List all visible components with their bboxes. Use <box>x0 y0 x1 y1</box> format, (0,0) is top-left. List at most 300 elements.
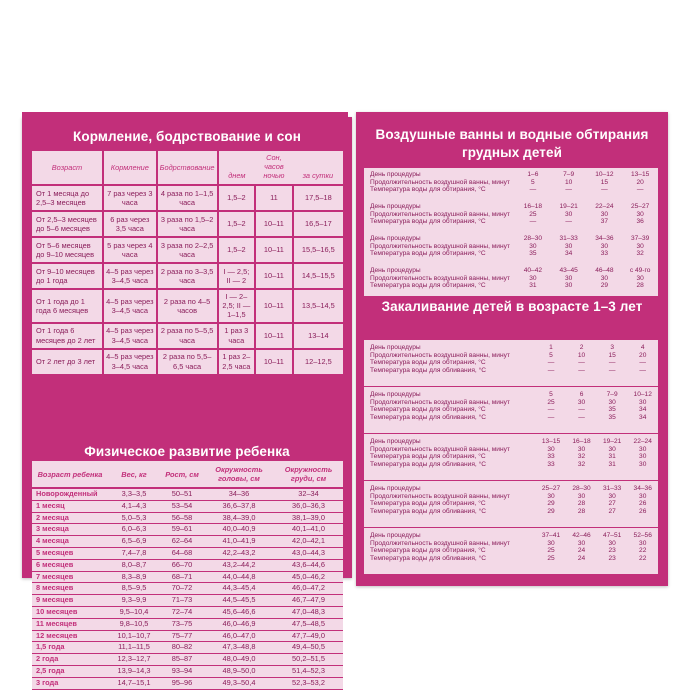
table-row <box>32 595 343 607</box>
cell-age: От 2 лет до 3 лет <box>32 349 103 374</box>
block-row-pour <box>364 508 658 516</box>
cell-height: 62–64 <box>160 536 204 548</box>
feeding-title: Кормление, бодрствование и сон <box>73 129 301 144</box>
block-value: 30 <box>639 453 647 461</box>
cell-age: 1,5 года <box>32 642 108 654</box>
block-label: Температура воды для обтирания, °С <box>370 359 486 367</box>
block-value: 40–42 <box>523 267 543 274</box>
cell-weight: 12,3–12,7 <box>108 654 160 666</box>
header-day: днем <box>228 171 246 180</box>
block-value: 10–12 <box>595 171 614 178</box>
block-value: 30 <box>564 282 573 290</box>
block-label: День процедуры <box>370 267 421 274</box>
block-value: 30 <box>577 398 586 406</box>
cell-height: 71–73 <box>160 595 204 607</box>
block-row-days <box>364 267 658 275</box>
block-row-temp <box>364 218 658 226</box>
cell-height: 72–74 <box>160 606 204 618</box>
block-value: 25–27 <box>541 485 561 492</box>
block-value: — <box>578 406 585 414</box>
cell-feeding: 4–5 раз через 3–4,5 часа <box>103 263 157 289</box>
cell-height: 64–68 <box>160 547 204 559</box>
cell-total: 14,5–15,5 <box>293 263 343 289</box>
cell-wake: 2 раза по 4–5 часов <box>157 289 218 323</box>
air-baths-title: Воздушные ванны и водные обтирания грудных детей <box>375 127 649 160</box>
block-value: 30 <box>600 274 609 282</box>
cell-feeding: 6 раз через 3,5 часа <box>103 211 157 237</box>
cell-weight: 8,5–9,5 <box>108 583 160 595</box>
block-value: 34–36 <box>595 235 614 242</box>
cell-weight: 14,7–15,1 <box>108 677 160 689</box>
block-value: 29 <box>547 500 555 508</box>
cell-wake: 3 раза по 1,5–2 часа <box>157 211 218 237</box>
header-wake: Бодрствование <box>157 151 218 185</box>
block-value: 24 <box>577 547 586 555</box>
block-value: 27 <box>608 507 616 515</box>
feeding-table <box>32 151 343 374</box>
cell-height: 75–77 <box>160 630 204 642</box>
cell-head: 46,0–46,9 <box>204 618 274 630</box>
block-value: 30 <box>547 539 555 547</box>
cell-age: 2 месяца <box>32 512 108 524</box>
block-value: 30 <box>547 492 555 500</box>
block-value: 32 <box>636 250 644 258</box>
cell-height: 53–54 <box>160 500 204 512</box>
block-row-days <box>364 438 658 446</box>
block-label: Температура воды для обтирания, °С <box>370 406 486 414</box>
cell-wake: 2 раза по 5–5,5 часа <box>157 323 218 349</box>
block-value: — <box>529 218 537 226</box>
block-value: 30 <box>639 398 647 406</box>
cell-feeding: 4–5 раз через 3–4,5 часа <box>103 323 157 349</box>
block-value: 28 <box>577 507 586 515</box>
table-row <box>32 524 343 536</box>
table-row <box>32 642 343 654</box>
block-value: 37 <box>600 218 609 226</box>
block-value: 19–21 <box>559 203 578 210</box>
cell-night: 10–11 <box>255 349 293 374</box>
cell-age: 10 месяцев <box>32 606 108 618</box>
block-value: 36 <box>636 218 644 226</box>
cell-age: От 5–6 месяцев до 9–10 месяцев <box>32 237 103 263</box>
block-label: День процедуры <box>370 203 421 210</box>
block-value: — <box>578 366 585 374</box>
block-value: 31–33 <box>559 235 578 242</box>
cell-total: 15,5–16,5 <box>293 237 343 263</box>
block-value: 15 <box>608 351 616 359</box>
table-row <box>32 559 343 571</box>
block-value: 26 <box>639 507 647 515</box>
block-value: 31–33 <box>602 485 622 492</box>
cell-total: 12–12,5 <box>305 357 332 366</box>
block-label: День процедуры <box>370 532 421 539</box>
block-value: 30 <box>608 398 616 406</box>
block-value: 5 <box>549 391 553 398</box>
block-value: 29 <box>600 282 609 290</box>
block-row-days <box>364 391 658 399</box>
block-value: — <box>636 186 644 194</box>
block-value: — <box>608 366 616 374</box>
cell-chest: 45,0–46,2 <box>274 571 343 583</box>
cell-height: 50–51 <box>160 488 204 500</box>
cell-age: 3 месяца <box>32 524 108 536</box>
cell-age: 1 месяц <box>32 500 108 512</box>
table-row <box>32 665 343 677</box>
block-value: 29 <box>547 507 555 515</box>
table-row <box>32 571 343 583</box>
table-row <box>32 583 343 595</box>
cell-weight: 9,3–9,9 <box>108 595 160 607</box>
cell-feeding: 4–5 раз через 3–4,5 часа <box>103 349 157 374</box>
block-value: 30 <box>564 242 573 250</box>
block-value: 34 <box>564 250 573 258</box>
cell-day: 1,5–2 <box>218 211 256 237</box>
block-label: Температура воды для обливания, °С <box>370 413 486 421</box>
header-feeding: Кормление <box>103 151 157 185</box>
air-bath-block <box>364 264 658 298</box>
cell-head: 48,0–49,0 <box>204 654 274 666</box>
cell-age: 6 месяцев <box>32 559 108 571</box>
cell-chest: 52,3–53,2 <box>274 677 343 689</box>
block-row-temp <box>364 186 658 194</box>
block-value: 35 <box>608 413 616 421</box>
cell-wake: 2 раза по 3–3,5 часа <box>157 263 218 289</box>
block-value: 5 <box>531 178 535 186</box>
cell-height: 59–61 <box>160 524 204 536</box>
air-bath-block <box>364 232 658 266</box>
cell-chest: 40,1–41,0 <box>274 524 343 536</box>
block-value: 30 <box>547 445 555 453</box>
block-row-wipe <box>364 359 658 367</box>
block-row-pour <box>364 461 658 469</box>
block-value: 25 <box>547 547 555 555</box>
block-label: Температура воды для обтирания, °С <box>370 250 486 258</box>
cell-age: 12 месяцев <box>32 630 108 642</box>
block-label: Продолжительность воздушной ванны, минут <box>370 242 510 250</box>
header-total: за сутки <box>302 171 334 180</box>
block-value: 7–9 <box>606 391 618 398</box>
block-label: Продолжительность воздушной ванны, минут <box>370 178 510 186</box>
cell-age: 2,5 года <box>32 665 108 677</box>
hardening-block <box>364 387 658 435</box>
block-value: 30 <box>608 492 616 500</box>
block-value: 31 <box>529 282 537 290</box>
cell-weight: 8,3–8,9 <box>108 571 160 583</box>
table-row <box>32 500 343 512</box>
block-label: Температура воды для обливания, °С <box>370 507 486 515</box>
cell-head: 43,2–44,2 <box>204 559 274 571</box>
cell-head: 45,6–46,6 <box>204 606 274 618</box>
block-value: 47–51 <box>602 532 622 539</box>
block-value: 25 <box>547 554 555 562</box>
hardening-block <box>364 340 658 388</box>
cell-chest: 36,0–36,3 <box>274 500 343 512</box>
cell-night: 10–11 <box>255 237 293 263</box>
block-row-wipe <box>364 500 658 508</box>
block-value: 37–41 <box>541 532 561 539</box>
block-label: Продолжительность воздушной ванны, минут <box>370 351 510 359</box>
cell-chest: 51,4–52,3 <box>274 665 343 677</box>
block-value: 25 <box>529 210 537 218</box>
cell-height: 80–82 <box>160 642 204 654</box>
block-value: 10–12 <box>633 391 652 398</box>
block-label: Продолжительность воздушной ванны, минут <box>370 445 510 453</box>
block-value: 4 <box>640 344 645 351</box>
block-value: 30 <box>529 274 537 282</box>
block-value: 35 <box>608 406 616 414</box>
block-value: 31 <box>608 460 616 468</box>
block-value: — <box>547 413 555 421</box>
block-value: 32 <box>577 453 586 461</box>
block-value: 24 <box>577 554 586 562</box>
block-row-wipe <box>364 547 658 555</box>
block-value: 3 <box>610 344 614 351</box>
table-row <box>32 512 343 524</box>
cell-age: 9 месяцев <box>32 595 108 607</box>
cell-age: 4 месяца <box>32 536 108 548</box>
cell-height: 95–96 <box>160 677 204 689</box>
block-label: День процедуры <box>370 344 421 351</box>
block-row-wipe <box>364 453 658 461</box>
cell-total: 13,5–14,5 <box>293 289 343 323</box>
cell-weight: 8,0–8,7 <box>108 559 160 571</box>
cell-chest: 46,0–47,2 <box>274 583 343 595</box>
hardening-block <box>364 528 658 576</box>
block-label: День процедуры <box>370 235 421 242</box>
block-value: — <box>639 359 647 367</box>
header-sleep-group: Сон, часов ночью <box>263 153 285 180</box>
block-value: с 49-го <box>629 267 651 274</box>
feeding-header-row <box>32 151 343 182</box>
block-label: Температура воды для обливания, °С <box>370 460 486 468</box>
block-label: Температура воды для обтирания, °С <box>370 547 486 555</box>
cell-night: 10–11 <box>255 323 293 349</box>
block-label: Продолжительность воздушной ванны, минут <box>370 398 510 406</box>
block-label: День процедуры <box>370 438 421 445</box>
block-row-pour <box>364 555 658 563</box>
block-value: 20 <box>639 351 647 359</box>
cell-head: 44,5–45,5 <box>204 595 274 607</box>
cell-head: 36,6–37,8 <box>204 500 274 512</box>
cell-day: 1,5–2 <box>218 185 256 211</box>
block-value: — <box>565 218 572 226</box>
cell-weight: 9,8–10,5 <box>108 618 160 630</box>
cell-chest: 47,5–48,5 <box>274 618 343 630</box>
cell-age: От 1 года до 1 года 6 месяцев <box>32 289 103 323</box>
block-value: 37–39 <box>630 235 650 242</box>
cell-wake: 4 раза по 1–1,5 часа <box>157 185 218 211</box>
table-row <box>32 289 343 323</box>
table-row <box>32 654 343 666</box>
table-row <box>32 618 343 630</box>
cell-chest: 38,1–39,0 <box>274 512 343 524</box>
block-label: День процедуры <box>370 485 421 492</box>
right-page <box>356 112 668 586</box>
cell-chest: 46,7–47,9 <box>274 595 343 607</box>
cell-feeding: 5 раз через 4 часа <box>103 237 157 263</box>
cell-head: 38,4–39,0 <box>204 512 274 524</box>
block-value: 30 <box>564 274 573 282</box>
cell-head: 47,3–48,8 <box>204 642 274 654</box>
block-value: 13–15 <box>630 171 650 178</box>
left-page <box>22 117 352 687</box>
block-value: 46–48 <box>595 267 614 274</box>
block-row-days <box>364 203 658 211</box>
block-value: 30 <box>600 242 609 250</box>
block-value: 16–18 <box>523 203 543 210</box>
block-value: — <box>547 366 555 374</box>
cell-day: 1,5–2 <box>218 237 256 263</box>
block-value: 23 <box>608 547 616 555</box>
cell-chest: 50,2–51,5 <box>274 654 343 666</box>
table-row <box>32 606 343 618</box>
block-value: 6 <box>579 391 584 398</box>
block-value: — <box>547 406 555 414</box>
block-label: Продолжительность воздушной ванны, минут <box>370 210 510 218</box>
cell-chest: 42,0–42,1 <box>274 536 343 548</box>
block-value: 30 <box>577 539 586 547</box>
block-value: 22–24 <box>633 438 652 445</box>
block-value: 32 <box>577 460 586 468</box>
cell-age: От 2,5–3 месяцев до 5–6 месяцев <box>32 211 103 237</box>
block-value: 34 <box>639 406 647 414</box>
cell-weight: 13,9–14,3 <box>108 665 160 677</box>
block-value: 20 <box>636 178 644 186</box>
block-value: 30 <box>639 460 647 468</box>
cell-height: 85–87 <box>160 654 204 666</box>
cell-chest: 32–34 <box>274 488 343 500</box>
block-value: 35 <box>529 250 537 258</box>
cell-wake: 2 раза по 5,5–6,5 часа <box>157 349 218 374</box>
cell-age: 2 года <box>32 654 108 666</box>
table-row <box>32 323 343 349</box>
table-row <box>32 349 343 374</box>
block-label: Температура воды для обливания, °С <box>370 366 486 374</box>
table-row <box>32 630 343 642</box>
block-value: 33 <box>547 460 555 468</box>
block-value: 30 <box>600 210 609 218</box>
block-value: 34–36 <box>633 485 652 492</box>
header-dev-age: Возраст ребенка <box>32 461 108 488</box>
header-age: Возраст <box>32 151 103 185</box>
block-value: 28 <box>636 282 644 290</box>
block-value: 5 <box>549 351 553 359</box>
header-chest: Окружность груди, см <box>274 461 343 488</box>
block-label: Продолжительность воздушной ванны, минут <box>370 274 510 282</box>
cell-weight: 4,1–4,3 <box>108 500 160 512</box>
cell-weight: 7,4–7,8 <box>108 547 160 559</box>
block-label: Продолжительность воздушной ванны, минут <box>370 539 510 547</box>
cell-head: 42,2–43,2 <box>204 547 274 559</box>
cell-head: 48,9–50,0 <box>204 665 274 677</box>
cell-weight: 6,0–6,3 <box>108 524 160 536</box>
block-value: 19–21 <box>602 438 622 445</box>
cell-feeding: 4–5 раз через 3–4,5 часа <box>103 289 157 323</box>
block-value: — <box>578 359 585 367</box>
block-value: — <box>529 186 537 194</box>
cell-height: 66–70 <box>160 559 204 571</box>
block-value: 30 <box>577 492 586 500</box>
cell-night: 10–11 <box>255 211 293 237</box>
block-value: 33 <box>600 250 609 258</box>
block-label: Температура воды для обливания, °С <box>370 554 486 562</box>
block-label: День процедуры <box>370 391 421 398</box>
block-value: 7–9 <box>563 171 575 178</box>
block-value: — <box>565 186 572 194</box>
block-value: 22 <box>639 547 647 555</box>
cell-age: От 1 года 6 месяцев до 2 лет <box>32 323 103 349</box>
hardening-block <box>364 434 658 482</box>
block-value: 10 <box>564 178 573 186</box>
block-value: 30 <box>564 210 573 218</box>
cell-night: 10–11 <box>255 289 293 323</box>
cell-feeding: 7 раз через 3 часа <box>103 185 157 211</box>
header-weight: Вес, кг <box>108 461 160 488</box>
block-label: Температура воды для обтирания, °С <box>370 282 486 290</box>
block-row-days <box>364 171 658 179</box>
block-value: 13–15 <box>541 438 561 445</box>
header-height: Рост, см <box>160 461 204 488</box>
table-row <box>32 237 343 263</box>
cell-age: 5 месяцев <box>32 547 108 559</box>
block-value: 52–56 <box>633 532 652 539</box>
cell-weight: 11,1–11,5 <box>108 642 160 654</box>
cell-age: От 1 месяца до 2,5–3 месяцев <box>32 185 103 211</box>
cell-height: 73–75 <box>160 618 204 630</box>
cell-head: 46,0–47,0 <box>204 630 274 642</box>
cell-day: 1 раз 2–2,5 часа <box>218 349 256 374</box>
cell-height: 56–58 <box>160 512 204 524</box>
block-row-temp <box>364 250 658 258</box>
air-bath-block <box>364 168 658 202</box>
block-value: 1 <box>549 344 553 351</box>
block-label: Температура воды для обтирания, °С <box>370 500 486 508</box>
development-table <box>32 461 343 690</box>
cell-chest: 43,6–44,6 <box>274 559 343 571</box>
block-value: 10 <box>577 351 586 359</box>
block-value: 30 <box>639 539 647 547</box>
table-row <box>32 488 343 500</box>
cell-weight: 6,5–6,9 <box>108 536 160 548</box>
table-row <box>32 536 343 548</box>
block-label: Температура воды для обтирания, °С <box>370 186 486 194</box>
cell-height: 68–71 <box>160 571 204 583</box>
block-value: 31 <box>608 453 616 461</box>
block-row-days <box>364 485 658 493</box>
cell-day: I — 2–2,5; II — 1–1,5 <box>218 289 256 323</box>
block-value: 30 <box>639 445 647 453</box>
table-row <box>32 263 343 289</box>
booklet-spread <box>18 112 672 687</box>
cell-age: 3 года <box>32 677 108 689</box>
block-label: Продолжительность воздушной ванны, минут <box>370 492 510 500</box>
cell-total: 17,5–18 <box>293 185 343 211</box>
cell-night: 11 <box>255 185 293 211</box>
cell-chest: 43,0–44,3 <box>274 547 343 559</box>
table-row <box>32 677 343 689</box>
table-row <box>32 547 343 559</box>
development-title: Физическое развитие ребенка <box>84 444 290 459</box>
cell-day: I — 2,5; II — 2 <box>218 263 256 289</box>
cell-total: 13–14 <box>293 323 343 349</box>
block-value: 23 <box>608 554 616 562</box>
cell-head: 41,0–41,9 <box>204 536 274 548</box>
block-value: 2 <box>579 344 584 351</box>
cell-weight: 10,1–10,7 <box>108 630 160 642</box>
block-value: — <box>639 366 647 374</box>
cell-chest: 47,7–49,0 <box>274 630 343 642</box>
block-label: Температура воды для обтирания, °С <box>370 218 486 226</box>
